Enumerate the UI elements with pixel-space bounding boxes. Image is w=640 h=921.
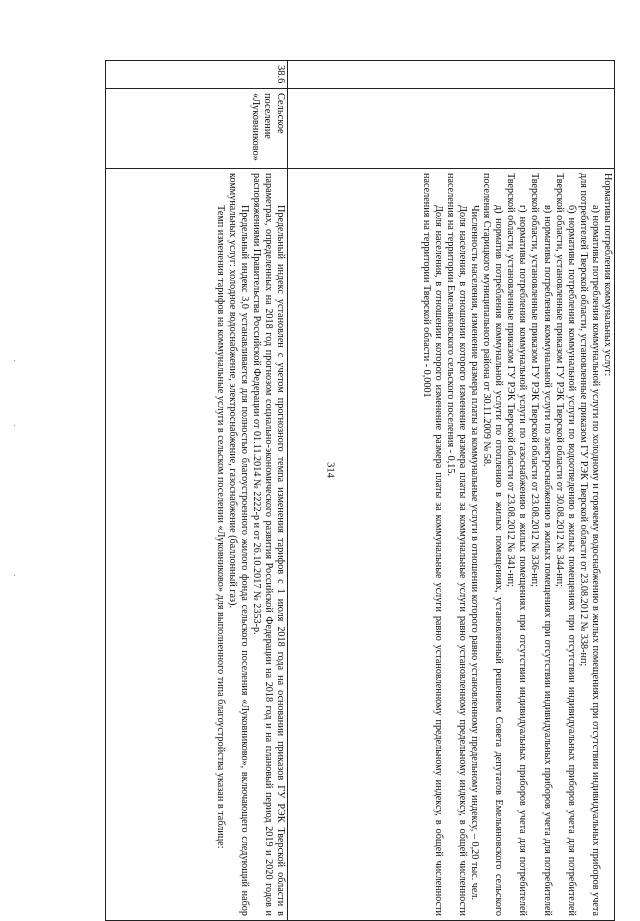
paragraph: а) нормативы потребления коммунальной услуги по холодному и горячему водоснабжению в жилых помещениях при отсутствии индивидуальных приборов учета для потребителей Тверской области, установленные приказом ГУ РЭК Тверской области от 23.08.2012 № 338-нп; [577, 173, 601, 916]
description-cell [106, 169, 288, 921]
description-cell [288, 169, 615, 921]
rotated-table-wrapper [105, 60, 615, 920]
row-number-cell: 38.6 [106, 61, 288, 89]
paragraph: г) нормативы потребления коммунальной услуги по газоснабжению в жилых помещениях при отсутствии индивидуальных приборов учета для потребителей Тверской области, установленные приказом ГУ РЭК Тверской области от 23.08.2012 № 341-нп; [505, 173, 529, 916]
document-table [105, 60, 615, 921]
paragraph: Численность населения, изменение размера платы за коммунальные услуги в отношении которого равно установленному предельному индексу, – 0,20 тыс. чел. [468, 205, 480, 901]
scan-speck [14, 425, 15, 426]
paragraph: Доля населения, в отношении которого изменение размера платы за коммунальные услуги равно установленному предельному индексу, в общей численности населения на территории Тверской области - 0,0001 [420, 173, 444, 916]
paragraph: Темп изменения тарифов на коммунальные услуги в сельском поселении «Луковниково» для выполненного типа благоустройства указан в таблице: [214, 205, 226, 849]
table-row [106, 61, 288, 921]
paragraph: в) нормативы потребления коммунальной услуги по электроснабжению в жилых помещениях при отсутствии индивидуальных приборов учета для потребителей Тверской области, установленные приказом ГУ РЭК Тверской области от 23.08.2012 № 336-нп; [529, 173, 553, 916]
page-number: 314 [324, 462, 336, 478]
settlement-name-cell [288, 89, 615, 169]
row-number-cell [288, 61, 615, 89]
table-row [288, 61, 615, 921]
paragraph: д) норматив потребления коммунальной услуги по отоплению в жилых помещениях, установленный решением Совета депутатов Емельяновского сельского поселения Старицкого муниципального района от 30.11.2009 № 58. [481, 173, 505, 916]
scan-speck [14, 360, 15, 361]
paragraph: Нормативы потребления коммунальных услуг: [602, 173, 613, 377]
paragraph: б) нормативы потребления коммунальной услуги по водоотведению в жилых помещениях при отсутствии индивидуальных приборов учета для потребителей Тверской области, установленные приказом ГУ РЭК Тверской области от 30.08.2012 № 344-нп; [553, 173, 577, 916]
paragraph: Предельный индекс установлен с учетом прогнозного темпа изменения тарифов с 1 июля 2018 года на основании приказов ГУ РЭК Тверской области в параметрах, определенных на 2018 год прогнозом социально-экономического развития Российской Федерации на 2018 год и на плановый период 2019 и 2020 годов и распоряжениями Правительства Российской Федерации от 01.11.2014 № 2222-р и от 26.10.2017 № 2353-р. [250, 173, 286, 916]
paragraph: Доля населения, в отношении которого изменение размера платы за коммунальные услуги равно установленному предельному индексу, в общей численности населения на территории Емельяновского сельского поселения - 0,15. [444, 173, 468, 916]
paragraph: Предельный индекс 3,0 устанавливается для полностью благоустроенного жилого фонда сельского поселения «Луковниково», включающего следующий набор коммунальных услуг: холодное водоснабжение, электроснабжение, газоснабжение (баллонный газ). [226, 173, 250, 916]
scan-speck [14, 575, 15, 576]
settlement-name-cell: Сельское поселение «Луковниково» [106, 89, 288, 169]
